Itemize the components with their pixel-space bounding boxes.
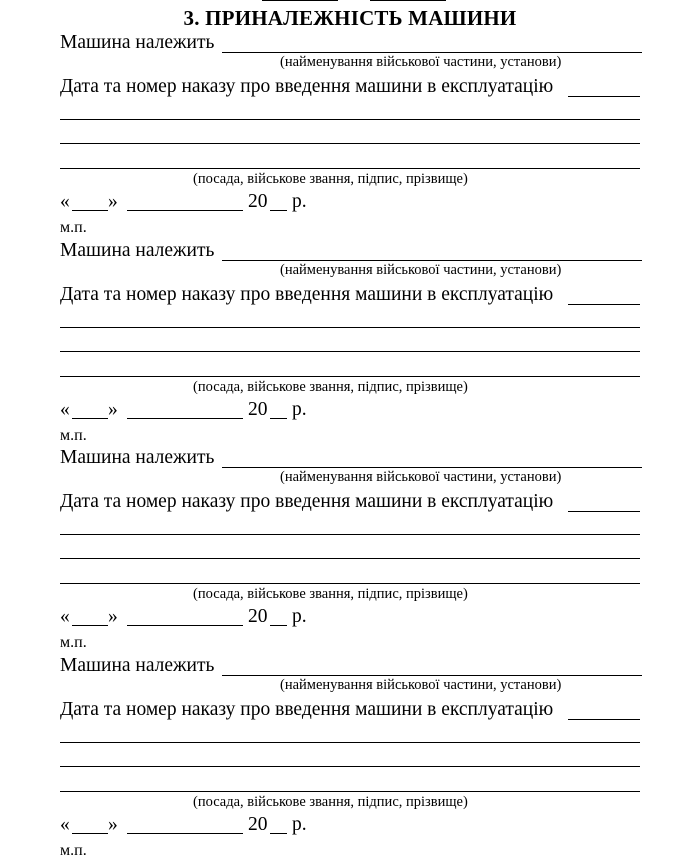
ownership-entry-3 <box>60 415 640 651</box>
order-label: Дата та номер наказу про введення машини в експлуатацію <box>60 76 554 97</box>
order-label: Дата та номер наказу про введення машини в експлуатацію <box>60 699 554 720</box>
year-suffix: р. <box>292 814 307 835</box>
order-row <box>60 490 553 514</box>
year-suffix: р. <box>292 606 307 627</box>
year-prefix: 20 <box>248 191 268 212</box>
quote-close: » <box>108 191 118 212</box>
year-suffix: р. <box>292 399 307 420</box>
order-field-line-2[interactable] <box>60 143 640 144</box>
signature-field[interactable] <box>60 376 640 377</box>
unit-name-caption: (найменування військової частини, установи) <box>280 469 562 485</box>
signature-caption: (посада, військове звання, підпис, прізвище) <box>193 171 468 187</box>
order-field-inline[interactable] <box>568 511 640 512</box>
quote-open: « <box>60 606 70 627</box>
belongs-row <box>60 654 214 678</box>
quote-close: » <box>108 399 118 420</box>
year-prefix: 20 <box>248 814 268 835</box>
belongs-label: Машина належить <box>60 655 215 676</box>
quote-open: « <box>60 191 70 212</box>
year-field[interactable] <box>270 833 287 834</box>
year-prefix: 20 <box>248 399 268 420</box>
seal-label: м.п. <box>60 219 87 236</box>
belongs-row <box>60 239 214 263</box>
ownership-entry-4 <box>60 623 640 859</box>
quote-close: » <box>108 814 118 835</box>
month-field[interactable] <box>127 833 243 834</box>
seal-label: м.п. <box>60 842 87 859</box>
unit-name-caption: (найменування військової частини, установи) <box>280 677 562 693</box>
order-field-line-2[interactable] <box>60 766 640 767</box>
signature-caption: (посада, військове звання, підпис, прізвище) <box>193 379 468 395</box>
order-field-inline[interactable] <box>568 719 640 720</box>
section-title: 3. ПРИНАЛЕЖНІСТЬ МАШИНИ <box>183 6 517 30</box>
belongs-row <box>60 31 214 55</box>
order-field-line-2[interactable] <box>60 351 640 352</box>
order-field-inline[interactable] <box>568 304 640 305</box>
order-field-line-2[interactable] <box>60 558 640 559</box>
signature-caption: (посада, військове звання, підпис, прізвище) <box>193 586 468 602</box>
day-field[interactable] <box>72 833 108 834</box>
seal-label: м.п. <box>60 427 87 444</box>
signature-field[interactable] <box>60 791 640 792</box>
order-label: Дата та номер наказу про введення машини в експлуатацію <box>60 284 554 305</box>
signature-field[interactable] <box>60 168 640 169</box>
belongs-label: Машина належить <box>60 240 215 261</box>
signature-caption: (посада, військове звання, підпис, прізвище) <box>193 794 468 810</box>
quote-open: « <box>60 814 70 835</box>
belongs-label: Машина належить <box>60 447 215 468</box>
unit-name-caption: (найменування військової частини, установи) <box>280 54 562 70</box>
date-row <box>60 813 70 837</box>
ownership-entry-2 <box>60 208 640 444</box>
year-suffix: р. <box>292 191 307 212</box>
order-row <box>60 283 553 307</box>
order-row <box>60 75 553 99</box>
ownership-entry-1 <box>60 0 640 236</box>
belongs-label: Машина належить <box>60 32 215 53</box>
order-row <box>60 698 553 722</box>
belongs-row <box>60 446 214 470</box>
seal-label: м.п. <box>60 634 87 651</box>
order-field-line-1[interactable] <box>60 327 640 328</box>
signature-field[interactable] <box>60 583 640 584</box>
unit-name-caption: (найменування військової частини, установи) <box>280 262 562 278</box>
quote-close: » <box>108 606 118 627</box>
order-field-line-1[interactable] <box>60 534 640 535</box>
order-field-inline[interactable] <box>568 96 640 97</box>
order-field-line-1[interactable] <box>60 119 640 120</box>
order-label: Дата та номер наказу про введення машини в експлуатацію <box>60 491 554 512</box>
year-prefix: 20 <box>248 606 268 627</box>
quote-open: « <box>60 399 70 420</box>
order-field-line-1[interactable] <box>60 742 640 743</box>
